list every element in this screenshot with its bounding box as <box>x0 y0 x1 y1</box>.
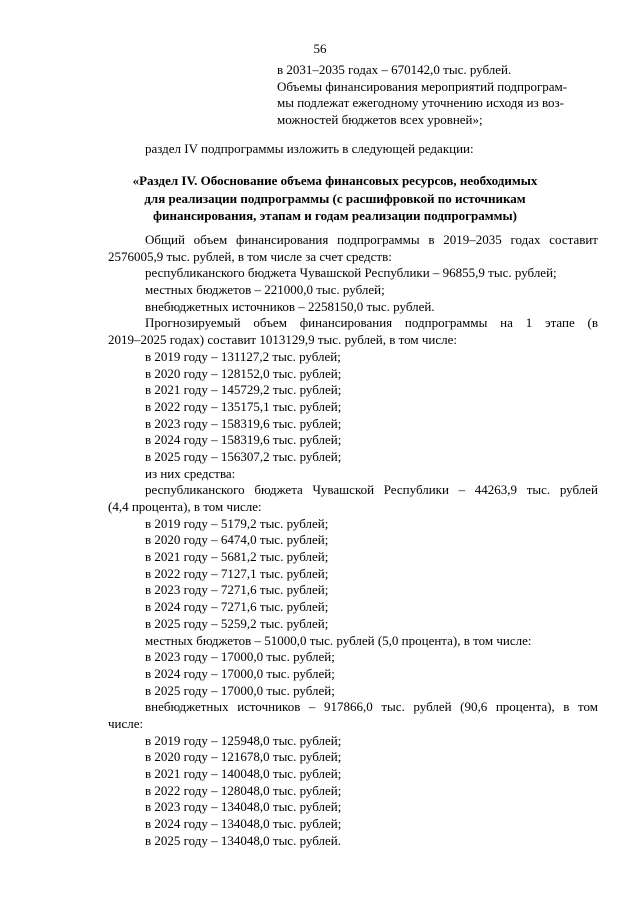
body-line: в 2024 году – 17000,0 тыс. рублей; <box>145 665 335 681</box>
body-line: 2576005,9 тыс. рублей, в том числе за счет средств: <box>108 248 392 264</box>
page-number: 56 <box>313 41 327 56</box>
body-line: в 2022 году – 128048,0 тыс. рублей; <box>145 782 342 798</box>
body-line: республиканского бюджета Чувашской Республики – 96855,9 тыс. рублей; <box>145 265 557 281</box>
heading-line: финансирования, этапам и годам реализации подпрограммы) <box>153 208 517 223</box>
body-line: в 2025 году – 156307,2 тыс. рублей; <box>145 448 342 464</box>
body-line: (4,4 процента), в том числе: <box>108 499 262 514</box>
body-line: республиканского бюджета Чувашской Республики – 44263,9 тыс. рублей <box>145 482 598 498</box>
amendment-intro: раздел IV подпрограммы изложить в следующей редакции: <box>145 141 474 156</box>
text-line: в 2031–2035 годах – 670142,0 тыс. рублей. <box>277 62 512 77</box>
body-line: в 2020 году – 6474,0 тыс. рублей; <box>145 532 329 548</box>
body-line: в 2024 году – 7271,6 тыс. рублей; <box>145 599 329 615</box>
body-line: числе: <box>108 715 144 731</box>
body-line: в 2023 году – 17000,0 тыс. рублей; <box>145 649 335 665</box>
text-line: можностей бюджетов всех уровней»; <box>277 112 483 128</box>
body-line: в 2021 году – 140048,0 тыс. рублей; <box>145 766 342 781</box>
body-line: местных бюджетов – 51000,0 тыс. рублей (5,0 процента), в том числе: <box>145 632 532 648</box>
text-line: Объемы финансирования мероприятий подпрограм- <box>277 78 568 94</box>
body-line: в 2024 году – 134048,0 тыс. рублей; <box>145 816 342 832</box>
body-line: из них средства: <box>145 465 236 481</box>
body-line: в 2019 году – 125948,0 тыс. рублей; <box>145 732 342 748</box>
heading-line: «Раздел IV. Обоснование объема финансовых ресурсов, необходимых <box>132 173 538 188</box>
body-line: в 2025 году – 17000,0 тыс. рублей; <box>145 682 335 698</box>
body-line: внебюджетных источников – 2258150,0 тыс. рублей. <box>145 298 435 314</box>
body-line: в 2024 году – 158319,6 тыс. рублей; <box>145 432 342 448</box>
body-line: внебюджетных источников – 917866,0 тыс. рублей (90,6 процента), в том <box>145 699 598 715</box>
body-line: в 2022 году – 135175,1 тыс. рублей; <box>145 398 342 414</box>
body-line: 2019–2025 годах) составит 1013129,9 тыс. рублей, в том числе: <box>108 332 457 348</box>
body-line: в 2025 году – 134048,0 тыс. рублей. <box>145 832 341 848</box>
text-line: мы подлежат ежегодному уточнению исходя из воз- <box>277 95 564 111</box>
body-line: в 2021 году – 5681,2 тыс. рублей; <box>145 549 329 565</box>
heading-line: для реализации подпрограммы (с расшифровкой по источникам <box>144 190 526 206</box>
body-line: в 2020 году – 121678,0 тыс. рублей; <box>145 749 342 765</box>
body-line: в 2019 году – 5179,2 тыс. рублей; <box>145 515 329 531</box>
body-line: в 2025 году – 5259,2 тыс. рублей; <box>145 615 329 631</box>
body-line: в 2021 году – 145729,2 тыс. рублей; <box>145 382 342 398</box>
body-line: в 2023 году – 158319,6 тыс. рублей; <box>145 415 342 431</box>
body-line: в 2019 году – 131127,2 тыс. рублей; <box>145 348 341 364</box>
body-line: в 2022 году – 7127,1 тыс. рублей; <box>145 565 329 581</box>
body-line: местных бюджетов – 221000,0 тыс. рублей; <box>145 282 385 298</box>
previous-section-ending <box>277 62 597 129</box>
section-heading <box>100 172 570 225</box>
body-line: Общий объем финансирования подпрограммы в 2019–2035 годах составит <box>145 232 598 247</box>
body-line: в 2020 году – 128152,0 тыс. рублей; <box>145 365 342 381</box>
section-body <box>108 232 598 849</box>
body-line: Прогнозируемый объем финансирования подпрограммы на 1 этапе (в <box>145 315 598 331</box>
body-line: в 2023 году – 134048,0 тыс. рублей; <box>145 799 342 815</box>
body-line: в 2023 году – 7271,6 тыс. рублей; <box>145 582 329 598</box>
